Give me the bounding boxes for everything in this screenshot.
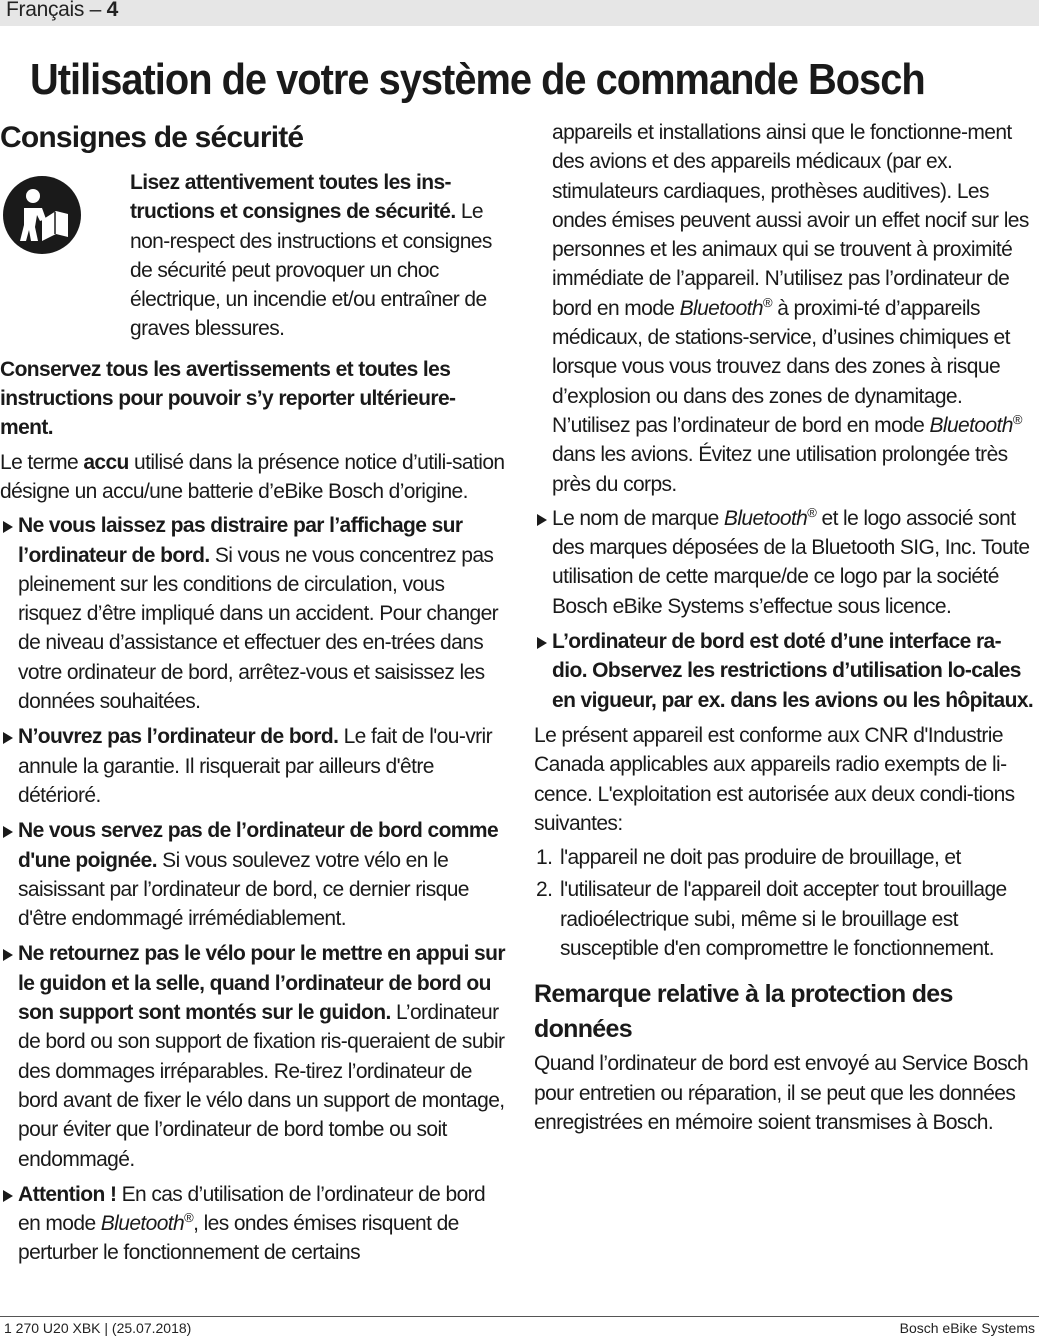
canada-paragraph: Le présent appareil est conforme aux CNR d'Industrie Canada applicables aux appareils radio exempts de li-cence. L'exploitation est autorisée aux deux condi-tions suivantes: <box>534 723 1015 835</box>
registered-mark: ® <box>184 1210 194 1226</box>
list-item <box>0 722 506 810</box>
page-header <box>6 0 118 22</box>
cont-pre: appareils et installations ainsi que le fonctionne-ment des avions et des appareils médicaux (par ex. stimulateurs cardiaques, prothèses auditives). Les ondes émises peuvent aussi avoir un effet nocif sur les personnes et les animaux qui se trouvent à proximité immédiate de l’appareil. N’utilisez pas l’ordinateur de bord en mode <box>552 121 1029 320</box>
page-footer <box>0 1316 1039 1336</box>
bullet-text: L’ordinateur de bord ou son support de fixation ris-queraient de subir des dommages irréparables. Re-tirez l’ordinateur de bord avant de fixer le vélo dans un support de montage, pour éviter que l’ordinateur de bord tombe ou soit endommagé. <box>18 1001 505 1171</box>
list-item <box>534 627 1034 715</box>
registered-mark: ® <box>762 294 772 310</box>
brand-pre: Le nom de marque <box>552 506 724 530</box>
bullet-triangle-icon <box>537 637 547 649</box>
cont-post: dans les avions. Évitez une utilisation prolongée très près du corps. <box>552 443 1008 496</box>
bluetooth-term: Bluetooth <box>100 1212 185 1236</box>
read-manual-icon <box>2 175 82 255</box>
attention-pre: En cas d’utilisation de l’ordinateur de bord en mode <box>18 1182 486 1236</box>
bullet-text: Le fait de l'ou-vrir annule la garantie. Il risquerait par ailleurs d'être détérioré. <box>18 725 492 807</box>
bullet-triangle-icon <box>3 1190 13 1202</box>
language-label: Français – <box>6 0 107 21</box>
safety-heading: Consignes de sécurité <box>0 121 304 154</box>
bullet-triangle-icon <box>3 521 13 533</box>
attention-post: , les ondes émises risquent de perturber le fonctionnement de certains <box>18 1212 459 1265</box>
bullet-bold: Ne retournez pas le vélo pour le mettre en appui sur le guidon et la selle, quand l’ordinateur de bord ou son support sont montés sur le guidon. <box>18 942 505 1025</box>
condition-number: 1. <box>536 846 553 870</box>
privacy-heading: Remarque relative à la protection des données <box>534 980 953 1044</box>
brand-post: et le logo associé sont des marques déposées de la Bluetooth SIG, Inc. Toute utilisation de cette marque/de ce logo par la société Bosch eBike Systems s’effectue sous licence. <box>552 506 1030 618</box>
page-number: 4 <box>106 0 118 21</box>
accu-paragraph <box>0 448 506 507</box>
bluetooth-term: Bluetooth <box>679 296 763 320</box>
privacy-paragraph: Quand l’ordinateur de bord est envoyé au Service Bosch pour entretien ou réparation, il se peut que les données enregistrées en mémoire soient transmises à Bosch. <box>534 1052 1029 1134</box>
condition-text: l'appareil ne doit pas produire de brouillage, et <box>560 846 961 870</box>
bullet-triangle-icon <box>537 514 547 526</box>
list-item <box>534 504 1034 621</box>
page-title: Utilisation de votre système de commande Bosch <box>30 55 925 104</box>
list-item <box>0 1180 506 1268</box>
bluetooth-term: Bluetooth <box>723 506 808 530</box>
cont-mid: à proximi-té d’appareils médicaux, de stations-service, d’usines chimiques et lorsque vous vous trouvez dans des zones à risque d’explosion ou dans des zones de dynamitage. N’utilisez pas l’ordinateur de bord en mode <box>552 296 1010 437</box>
condition-text: l'utilisateur de l'appareil doit accepter tout brouillage radioélectrique subi, même si le brouillage est susceptible d'en compromettre le fonctionnement. <box>560 878 1007 961</box>
left-column <box>0 118 506 1274</box>
page-header-bar <box>0 0 1039 26</box>
intro-text: Le non-respect des instructions et consignes de sécurité peut provoquer un choc électrique, un incendie et/ou entraîner de graves blessures. <box>130 200 492 341</box>
list-item <box>0 511 506 716</box>
registered-mark: ® <box>807 504 817 520</box>
registered-mark: ® <box>1012 411 1022 427</box>
bullet-bold: Ne vous laissez pas distraire par l’affichage sur l’ordinateur de bord. <box>18 514 463 567</box>
intro-paragraph <box>130 168 506 344</box>
attention-bold: Attention ! <box>18 1182 117 1206</box>
bullet-triangle-icon <box>3 826 13 838</box>
document-number: 1 270 U20 XBK | (25.07.2018) <box>4 1320 192 1336</box>
right-column <box>534 118 1034 1142</box>
condition-item <box>534 843 1034 872</box>
bullet-triangle-icon <box>3 949 13 961</box>
accu-post: utilisé dans la présence notice d’utili-sation désigne un accu/une batterie d’eBike Bosch d’origine. <box>0 450 505 503</box>
bluetooth-term: Bluetooth <box>929 413 1013 437</box>
list-item <box>0 939 506 1173</box>
bullet-text: Si vous soulevez votre vélo en le saisissant par l’ordinateur de bord, ce dernier risque d'être endommagé irrémédiablement. <box>18 848 469 931</box>
accu-pre: Le terme <box>0 450 84 474</box>
safety-intro <box>0 168 506 349</box>
list-item <box>0 816 506 933</box>
bullet-text: Si vous ne vous concentrez pas pleinement sur les conditions de circulation, vous risquez d’être impliqué dans un accident. Pour changer de niveau d’assistance et effectuer des en-trées dans votre ordinateur de bord, arrêtez-vous et saisissez les données souhaitées. <box>18 543 499 714</box>
publisher: Bosch eBike Systems <box>899 1320 1035 1336</box>
intro-bold: Lisez attentivement toutes les ins-tructions et consignes de sécurité. <box>130 171 456 224</box>
accu-term: accu <box>83 450 129 474</box>
condition-item <box>534 875 1034 963</box>
bullet-triangle-icon <box>3 732 13 744</box>
condition-number: 2. <box>536 878 553 902</box>
keep-bold: Conservez tous les avertissements et toutes les instructions pour pouvoir s’y reporter ultérieure-ment. <box>0 357 456 440</box>
attention-continued <box>552 118 1034 499</box>
bullet-bold: N’ouvrez pas l’ordinateur de bord. <box>18 725 339 749</box>
bullet-bold: Ne vous servez pas de l’ordinateur de bord comme d'une poignée. <box>18 819 499 872</box>
radio-bold: L’ordinateur de bord est doté d’une interface ra-dio. Observez les restrictions d’utilisation lo-cales en vigueur, par ex. dans les avions ou les hôpitaux. <box>552 630 1034 712</box>
keep-instructions <box>0 355 506 443</box>
